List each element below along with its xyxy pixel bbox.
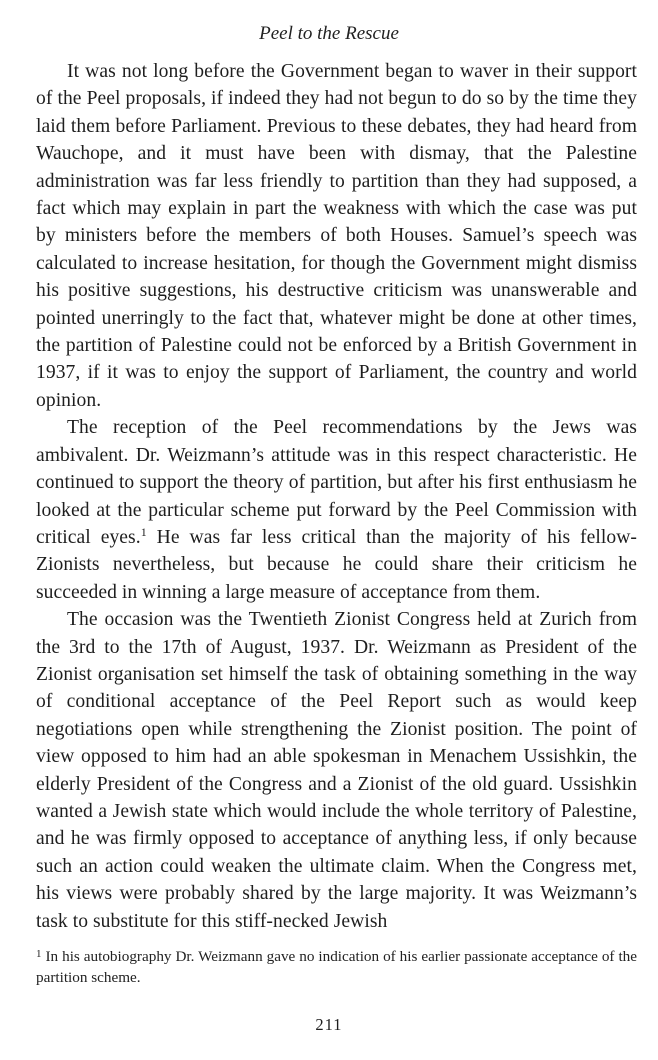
body-text [36,58,637,935]
footnote [36,944,637,988]
paragraph-2 [36,414,637,606]
paragraph-3: The occasion was the Twentieth Zionist Congress held at Zurich from the 3rd to the 17th of August, 1937. Dr. Weizmann as President of the Zionist organisation set himself the task of obtaining something in the way of conditional acceptance of the Peel Report such as would keep negotiations open while strengthening the Zionist position. The point of view opposed to him had an able spokesman in Menachem Ussishkin, the elderly President of the Congress and a Zionist of the old guard. Ussishkin wanted a Jewish state which would include the whole territory of Palestine, and he was firmly opposed to acceptance of anything less, if only because such an action could weaken the ultimate claim. When the Congress met, his views were probably shared by the large majority. It was Weizmann’s task to substitute for this stiff-necked Jewish [36,609,637,932]
paragraph-2-text-after-note: He was far less critical than the majority of his fellow-Zionists nevertheless, but because he could share their criticism he succeeded in winning a large measure of acceptance from them. [36,526,637,603]
footnote-mark: 1 [36,948,42,960]
paragraph-1: It was not long before the Government began to waver in their support of the Peel proposals, if indeed they had not begun to do so by the time they laid them before Parliament. Previous to these debates, they had heard from Wauchope, and it must have been with dismay, that the Palestine administration was far less friendly to partition than they had supposed, a fact which may explain in part the weakness with which the case was put by ministers before the members of both Houses. Samuel’s speech was calculated to increase hesitation, for though the Government might dismiss his positive suggestions, his destructive criticism was unanswerable and pointed unerringly to the fact that, whatever might be done at other times, the partition of Palestine could not be enforced by a British Government in 1937, if it was to enjoy the support of Parliament, the country and world opinion. [36,61,637,411]
running-head: Peel to the Rescue [259,23,399,44]
footnote-text: In his autobiography Dr. Weizmann gave no indication of his earlier passionate acceptance of the partition scheme. [36,948,637,986]
footnote-reference: 1 [140,524,147,539]
paragraph-2-text-before-note: The reception of the Peel recommendations by the Jews was ambivalent. Dr. Weizmann’s attitude was in this respect characteristic. He continued to support the theory of partition, but after his first enthusiasm he looked at the particular scheme put forward by the Peel Commission with critical eyes. [36,417,637,548]
page-number: 211 [315,1015,343,1034]
